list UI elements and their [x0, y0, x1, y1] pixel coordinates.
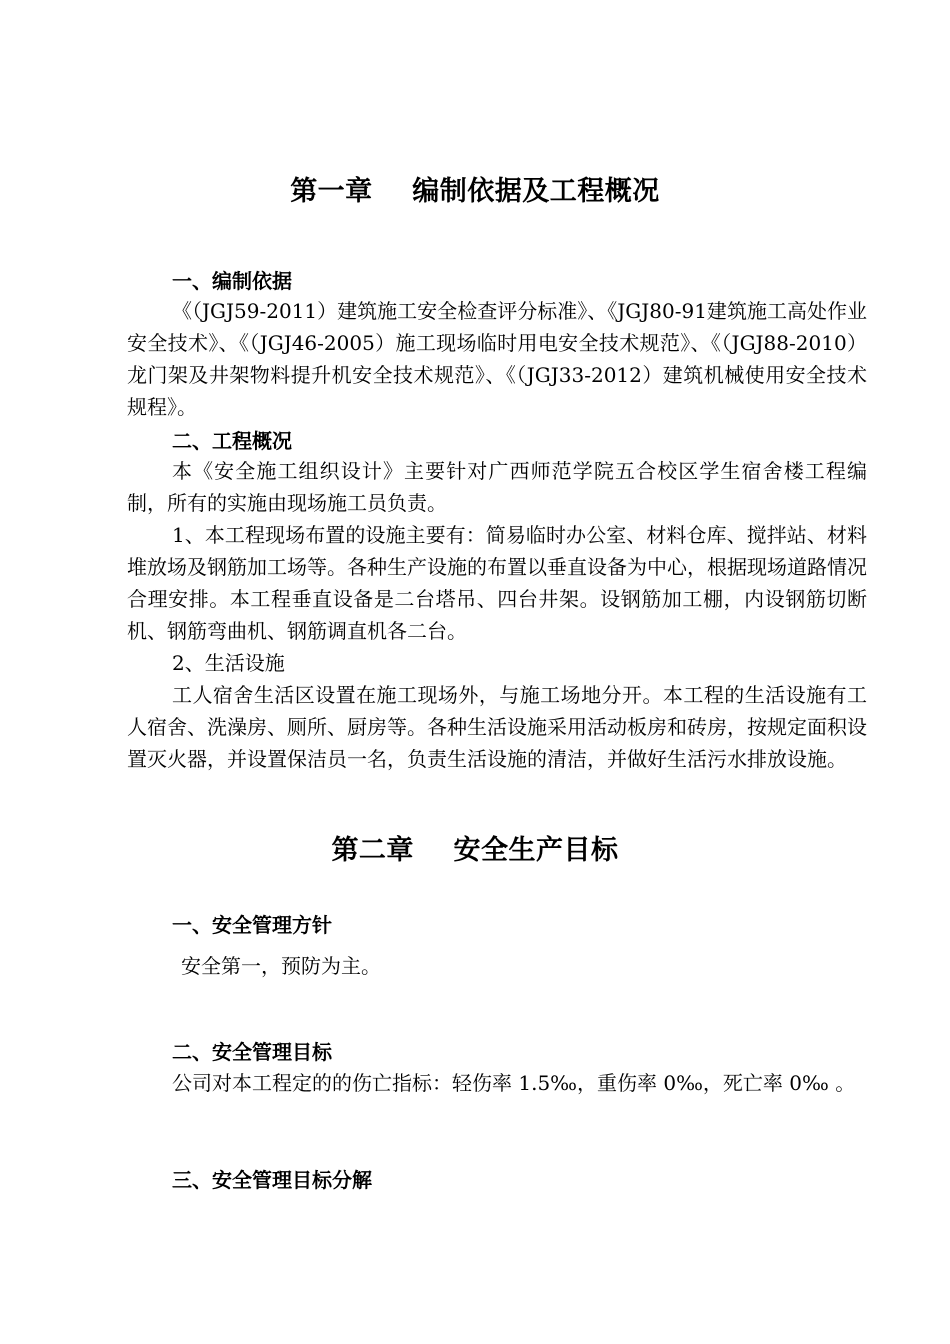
section-heading-basis: 一、编制依据 [172, 269, 292, 293]
target-paragraph: 公司对本工程定的的伤亡指标：轻伤率 1.5‰，重伤率 0‰，死亡率 0‰ 。 [172, 1071, 856, 1095]
overview-paragraph: 本《安全施工组织设计》主要针对广西师范学院五合校区学生宿舍楼工程编制，所有的实施由现场施工员负责。 [127, 459, 867, 515]
section-heading-target-breakdown: 三、安全管理目标分解 [172, 1168, 372, 1192]
section-heading-overview: 二、工程概况 [172, 429, 292, 453]
living-facilities-paragraph: 工人宿舍生活区设置在施工现场外，与施工场地分开。本工程的生活设施有工人宿舍、洗澡房、厕所、厨房等。各种生活设施采用活动板房和砖房，按规定面积设置灭火器，并设置保洁员一名，负责生活设施的清洁，并做好生活污水排放设施。 [127, 683, 867, 771]
policy-paragraph: 安全第一，预防为主。 [181, 954, 381, 978]
facilities-paragraph: 1、本工程现场布置的设施主要有：简易临时办公室、材料仓库、搅拌站、材料堆放场及钢筋加工场等。各种生产设施的布置以垂直设备为中心，根据现场道路情况合理安排。本工程垂直设备是二台塔吊、四台井架。设钢筋加工棚，内设钢筋切断机、钢筋弯曲机、钢筋调直机各二台。 [127, 523, 867, 643]
section-heading-policy: 一、安全管理方针 [172, 913, 332, 937]
section-heading-target: 二、安全管理目标 [172, 1040, 332, 1064]
chapter-2-title: 第二章 安全生产目标 [331, 835, 619, 866]
basis-paragraph: 《（JGJ59-2011）建筑施工安全检查评分标准》、《JGJ80-91建筑施工高处作业安全技术》、《（JGJ46-2005）施工现场临时用电安全技术规范》、《（JGJ88-2010）龙门架及井架物料提升机安全技术规范》、《（JGJ33-2012）建筑机械使用安全技术规程》。 [127, 299, 867, 419]
living-facilities-heading: 2、生活设施 [172, 651, 285, 675]
chapter-1-title: 第一章 编制依据及工程概况 [290, 176, 660, 207]
